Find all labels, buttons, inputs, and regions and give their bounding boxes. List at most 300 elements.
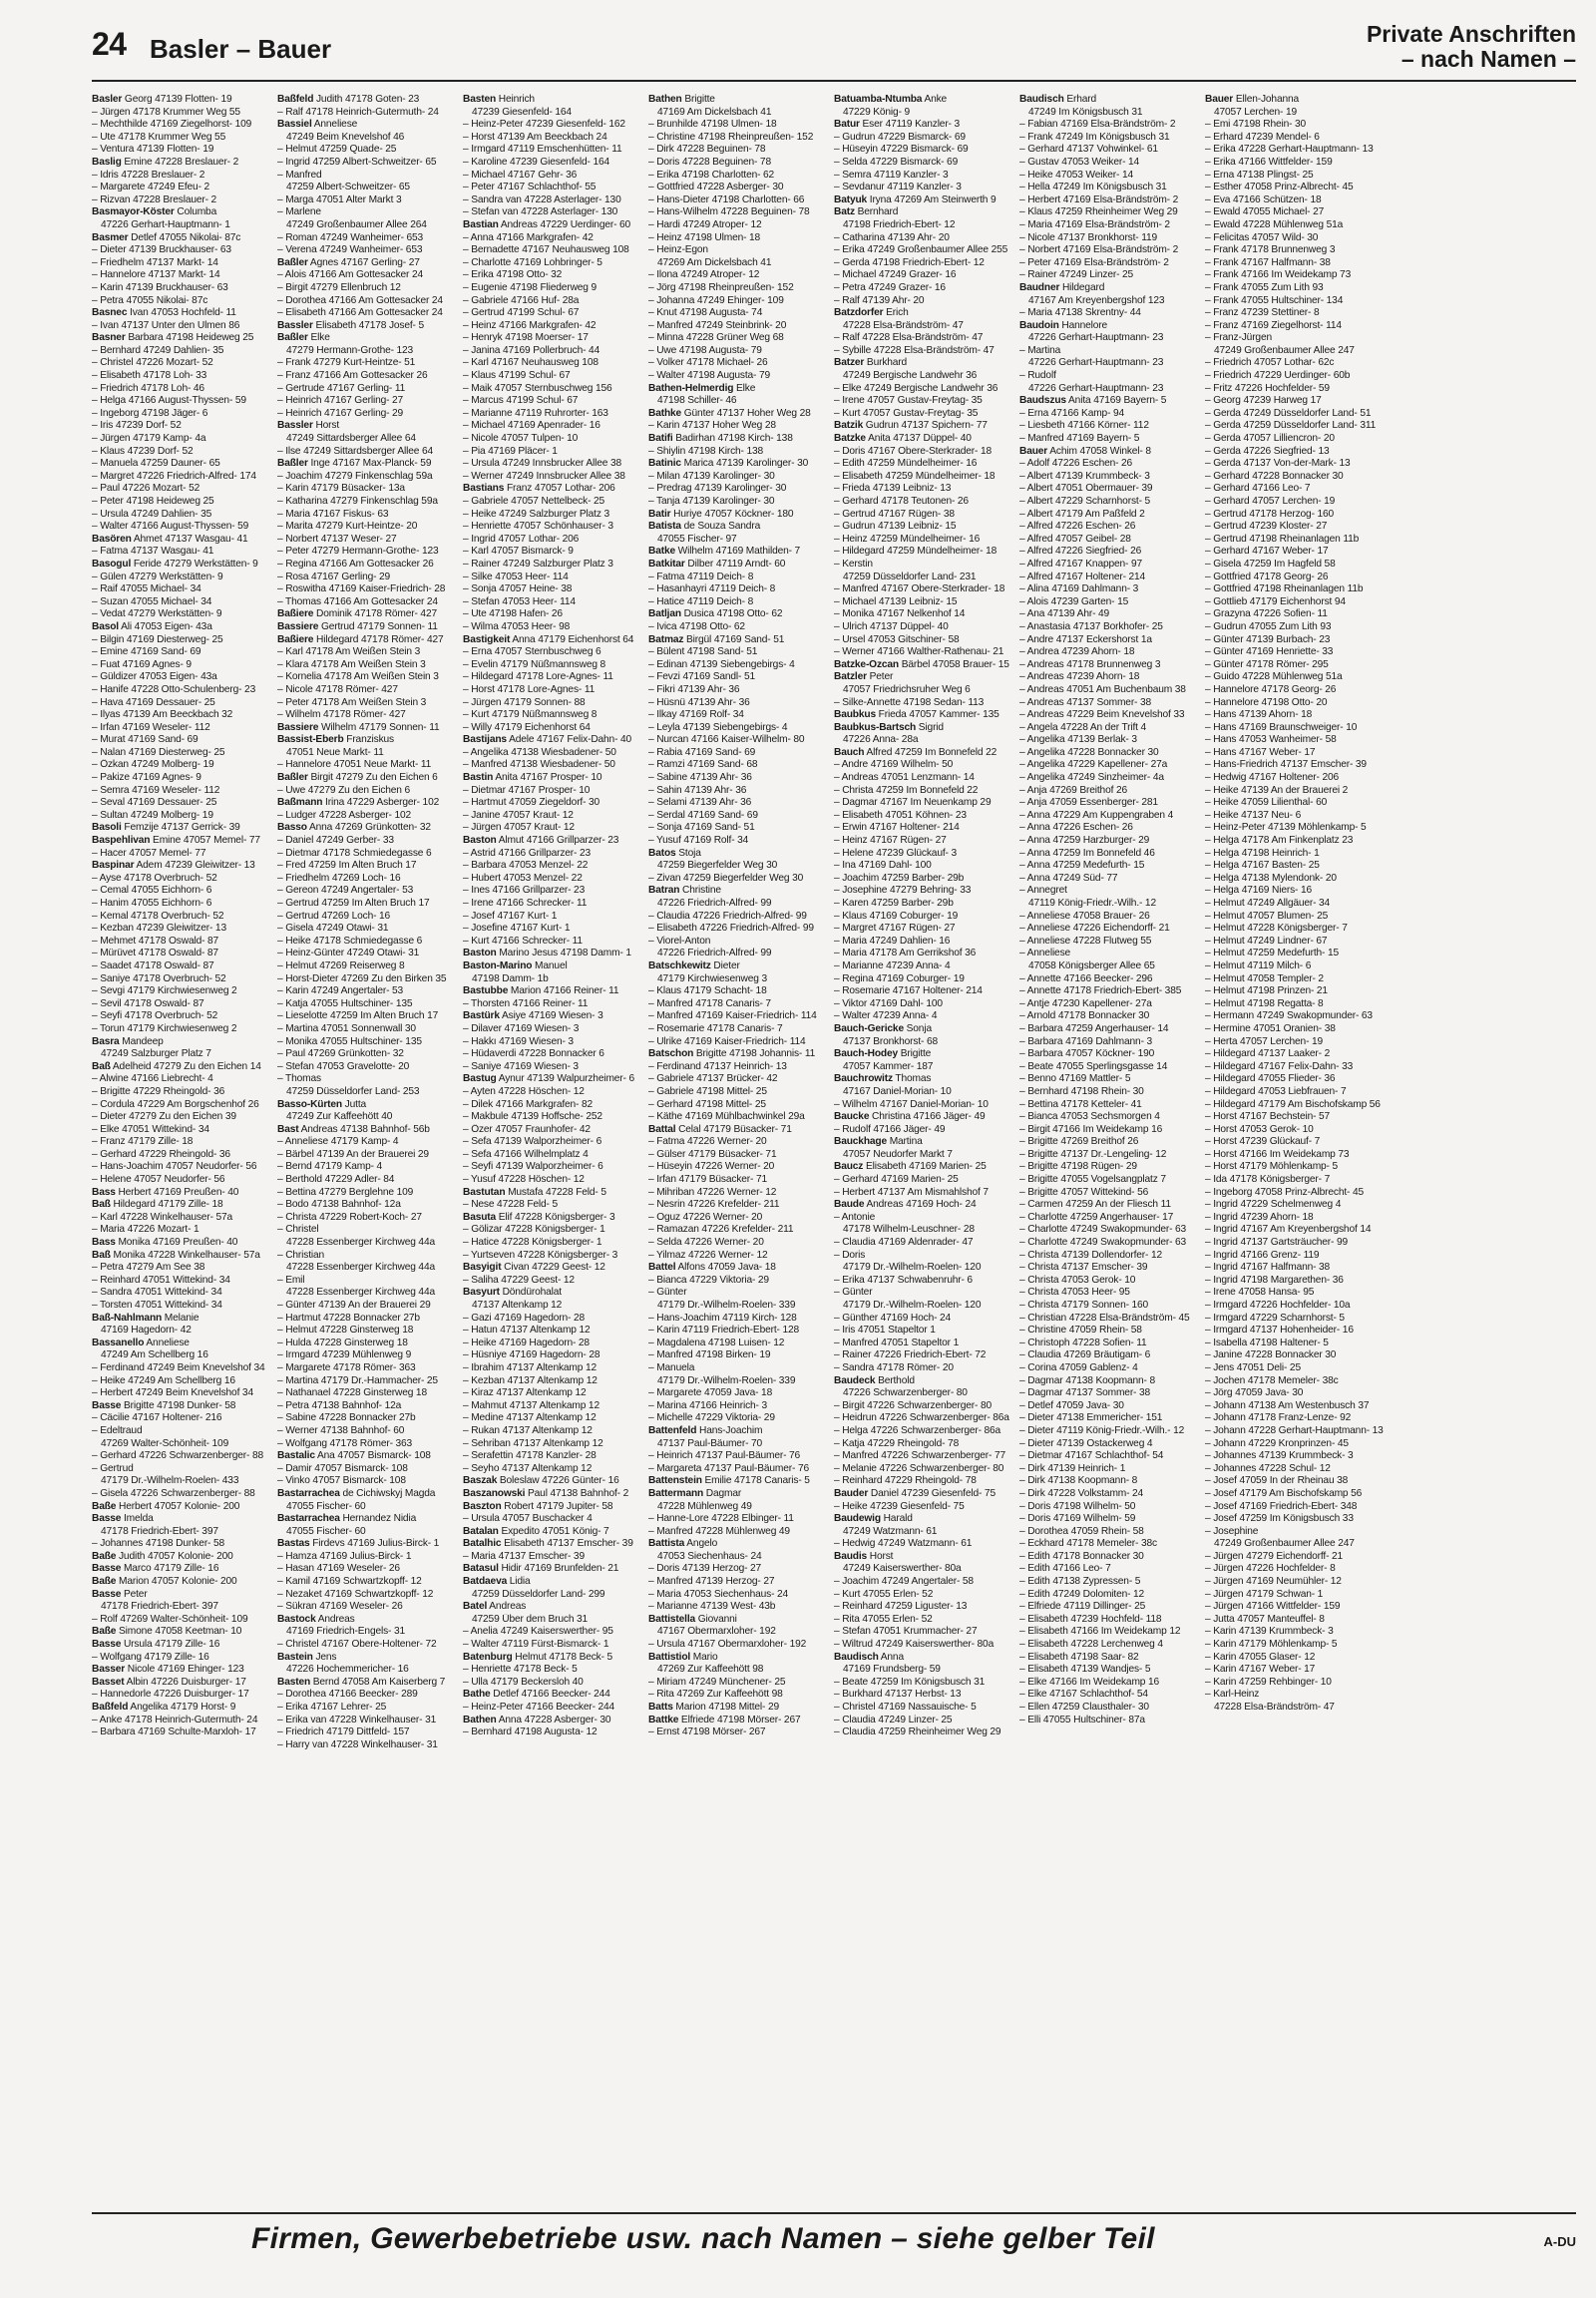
directory-entry: – Hildegard 47055 Flieder- 36: [1205, 1073, 1336, 1085]
directory-entry: 47057 Neudorfer Markt 7: [843, 1148, 953, 1160]
page-header: [92, 22, 1576, 82]
directory-entry: – Ida 47178 Königsberger- 7: [1205, 1174, 1331, 1186]
directory-entry: – Maria 47137 Emscher- 39: [463, 1550, 585, 1562]
directory-entry: – Ingrid 47239 Ahorn- 18: [1205, 1211, 1314, 1223]
directory-entry: – Edith 47178 Bonnacker 30: [1019, 1550, 1144, 1562]
directory-entry: – Claudia 47226 Friedrich-Alfred- 99: [648, 910, 807, 922]
directory-entry: – Albert 47229 Scharnhorst- 5: [1019, 496, 1151, 507]
directory-entry: – Hildegard 47178 Lore-Agnes- 11: [463, 671, 613, 683]
directory-entry: – Fatma 47119 Deich- 8: [648, 571, 754, 582]
directory-entry: – Sevgi 47179 Kirchwiesenweg 2: [92, 985, 237, 997]
directory-entry: Basmayor-Köster Columba: [92, 206, 217, 218]
directory-entry: – Ulla 47179 Beckersloh 40: [463, 1676, 584, 1688]
directory-entry: – Monika 47055 Hultschiner- 135: [277, 1035, 422, 1047]
directory-entry: – Rita 47055 Erlen- 52: [834, 1613, 933, 1625]
directory-entry: – Irmgard 47226 Hochfelder- 10a: [1205, 1300, 1351, 1311]
directory-entry: – Hannelore 47137 Markt- 14: [92, 269, 220, 281]
directory-entry: – Joachim 47249 Angertaler- 58: [834, 1576, 974, 1588]
directory-entry: – Ventura 47139 Flotten- 19: [92, 144, 214, 156]
directory-entry: – Isabella 47198 Haltener- 5: [1205, 1337, 1329, 1348]
directory-entry: – Nathanael 47228 Ginsterweg 18: [277, 1387, 427, 1399]
directory-entry: Bastarrachea de Cichiwskyj Magda: [277, 1487, 436, 1499]
directory-entry: – Elisabeth 47178 Loh- 33: [92, 370, 207, 382]
directory-entry: – Helmut 47228 Königsberger- 7: [1205, 923, 1348, 935]
directory-entry: 47226 Hochemmericher- 16: [286, 1664, 409, 1676]
directory-entry: 47178 Friedrich-Ebert- 397: [101, 1525, 218, 1537]
directory-entry: 47119 König-Friedr.-Wilh.- 12: [1028, 898, 1156, 909]
directory-entry: – Anna 47226 Eschen- 26: [1019, 822, 1133, 834]
directory-entry: – Hildegard 47137 Laaker- 2: [1205, 1048, 1331, 1060]
directory-entry: – Erika 47137 Schwabenruhr- 6: [834, 1274, 973, 1286]
directory-entry: – Hatun 47137 Altenkamp 12: [463, 1325, 591, 1337]
directory-entry: Batzke-Özcan Bärbel 47058 Brauer- 15: [834, 658, 1009, 670]
directory-entry: Baße Marion 47057 Kolonie- 200: [92, 1576, 237, 1588]
directory-entry: 47249 Zur Kaffeehött 40: [286, 1111, 393, 1123]
directory-entry: – Helga 47169 Niers- 16: [1205, 885, 1312, 897]
directory-entry: – Erika 47228 Gerhart-Hauptmann- 13: [1205, 144, 1374, 156]
directory-entry: – Ewald 47228 Mühlenweg 51a: [1205, 218, 1344, 230]
directory-entry: – Helga 47166 August-Thyssen- 59: [92, 395, 246, 407]
directory-entry: 47198 Schiller- 46: [657, 395, 737, 407]
directory-entry: – Dirk 47139 Heinrich- 1: [1019, 1462, 1126, 1474]
directory-entry: – Hartmut 47228 Bonnacker 27b: [277, 1312, 420, 1324]
directory-entry: 47167 Daniel-Morian- 10: [843, 1085, 952, 1097]
directory-entry: – Sandra 47051 Wittekind- 34: [92, 1287, 222, 1299]
directory-entry: 47249 Am Schellberg 16: [101, 1349, 208, 1361]
directory-entry: – Heinz 47167 Rügen- 27: [834, 835, 947, 847]
directory-entry: – Günter 47178 Römer- 295: [1205, 658, 1329, 670]
directory-entry: – Idris 47228 Breslauer- 2: [92, 169, 205, 181]
directory-entry: 47259 Düsseldorfer Land- 231: [843, 571, 977, 582]
directory-entry: – Sefa 47139 Walporzheimer- 6: [463, 1136, 602, 1148]
directory-entry: – Helmut 47259 Medefurth- 15: [1205, 948, 1339, 959]
directory-entry: – Bettina 47279 Berglehne 109: [277, 1186, 414, 1198]
directory-entry: – Irmgard 47137 Hohenheider- 16: [1205, 1325, 1354, 1337]
directory-entry: Battenstein Emilie 47178 Canaris- 5: [648, 1475, 810, 1487]
directory-entry: – Ewald 47055 Michael- 27: [1205, 206, 1325, 218]
directory-entry: – Gabriele 47057 Nettelbeck- 25: [463, 496, 605, 507]
directory-entry: – Gerda 47198 Friedrich-Ebert- 12: [834, 256, 985, 268]
directory-entry: – Harry van 47228 Winkelhauser- 31: [277, 1738, 438, 1750]
directory-entry: – Erna 47166 Kamp- 94: [1019, 407, 1125, 419]
directory-entry: – Gazi 47169 Hagedorn- 28: [463, 1312, 585, 1324]
directory-entry: – Helga 47178 Am Finkenplatz 23: [1205, 835, 1354, 847]
directory-entry: – Yurtseven 47228 Königsberger- 3: [463, 1249, 618, 1261]
directory-entry: Baßmann Irina 47229 Asberger- 102: [277, 797, 440, 809]
directory-entry: – Doris 47228 Beguinen- 78: [648, 156, 771, 168]
directory-entry: – Dieter 47138 Emmericher- 151: [1019, 1412, 1163, 1424]
directory-entry: – Friedhelm 47137 Markt- 14: [92, 256, 218, 268]
directory-entry: – Manfred 47249 Steinbrink- 20: [648, 319, 787, 331]
directory-entry: – Angelika 47139 Berlak- 3: [1019, 734, 1137, 746]
directory-entry: Battistella Giovanni: [648, 1613, 737, 1625]
directory-entry: Baßiere Dominik 47178 Römer- 427: [277, 608, 437, 620]
directory-entry: – Janine 47228 Bonnacker 30: [1205, 1349, 1337, 1361]
directory-entry: – Charlotte 47249 Swakopmunder- 63: [1019, 1237, 1187, 1249]
directory-entry: – Guido 47228 Mühlenweg 51a: [1205, 671, 1343, 683]
directory-entry: 47137 Altenkamp 12: [472, 1300, 563, 1311]
directory-entry: Batenburg Helmut 47178 Beck- 5: [463, 1651, 613, 1663]
directory-entry: – Brigitte 47229 Rheingold- 36: [92, 1085, 225, 1097]
directory-entry: Bathen Brigitte: [648, 94, 715, 105]
directory-entry: – Ibrahim 47137 Altenkamp 12: [463, 1361, 597, 1373]
directory-entry: – Helga 47226 Schwarzenberger- 86a: [834, 1424, 1001, 1436]
directory-entry: Baßler Inge 47167 Max-Planck- 59: [277, 458, 432, 470]
directory-entry: – Heike 47139 An der Brauerei 2: [1205, 784, 1349, 796]
directory-entry: – Marina 47166 Heinrich- 3: [648, 1399, 767, 1411]
directory-entry: – Verena 47249 Wanheimer- 653: [277, 244, 423, 256]
directory-entry: Baß Adelheid 47279 Zu den Eichen 14: [92, 1060, 261, 1072]
directory-entry: Baudoin Hannelore: [1019, 319, 1108, 331]
directory-entry: – Josephine: [1205, 1525, 1259, 1537]
directory-entry: – Fabian 47169 Elsa-Brändström- 2: [1019, 119, 1176, 131]
directory-entry: – Bernd 47179 Kamp- 4: [277, 1161, 383, 1173]
directory-entry: – Andreas 47051 Am Buchenbaum 38: [1019, 683, 1186, 695]
directory-entry: – Franz-Jürgen: [1205, 332, 1272, 344]
directory-entry: – Bärbel 47139 An der Brauerei 29: [277, 1148, 429, 1160]
directory-entry: – Christel 47167 Obere-Holtener- 72: [277, 1639, 437, 1651]
directory-entry: – Wiltrud 47249 Kaiserswerther- 80a: [834, 1639, 995, 1651]
directory-entry: – Kezban 47239 Gleiwitzer- 13: [92, 923, 226, 935]
directory-entry: – Ina 47169 Dahl- 100: [834, 860, 932, 872]
directory-entry: – Gerda 47249 Düsseldorfer Land- 51: [1205, 407, 1372, 419]
directory-entry: Baß-Nahlmann Melanie: [92, 1312, 200, 1324]
directory-entry: – Volker 47178 Michael- 26: [648, 357, 768, 369]
directory-entry: – Leyla 47139 Siebengebirgs- 4: [648, 721, 788, 733]
directory-column: [834, 94, 1013, 2188]
directory-entry: – Irmgard 47229 Scharnhorst- 5: [1205, 1312, 1345, 1324]
directory-entry: 47226 Gerhart-Hauptmann- 23: [1028, 332, 1164, 344]
directory-entry: 47055 Fischer- 60: [286, 1500, 366, 1512]
directory-entry: – Hans-Wilhelm 47228 Beguinen- 78: [648, 206, 810, 218]
directory-entry: – Yusuf 47228 Höschen- 12: [463, 1174, 585, 1186]
directory-entry: – Dieter 47139 Bruckhauser- 63: [92, 244, 231, 256]
directory-entry: – Karin 47179 Möhlenkamp- 5: [1205, 1639, 1338, 1651]
directory-entry: – Johann 47229 Kronprinzen- 45: [1205, 1437, 1349, 1449]
directory-entry: – Andreas 47137 Sommer- 38: [1019, 696, 1152, 708]
directory-entry: Baßfeld Judith 47178 Goten- 23: [277, 94, 420, 105]
directory-entry: – Manfred 47178 Canaris- 7: [648, 997, 771, 1009]
directory-entry: – Zivan 47259 Biegerfelder Weg 30: [648, 872, 804, 884]
directory-entry: – Elisabeth 47051 Köhnen- 23: [834, 809, 967, 821]
directory-entry: – Kiraz 47137 Altenkamp 12: [463, 1387, 587, 1399]
directory-entry: – Predrag 47139 Karolinger- 30: [648, 483, 787, 495]
directory-entry: – Elisabeth 47198 Saar- 82: [1019, 1651, 1139, 1663]
directory-entry: Basören Ahmet 47137 Wasgau- 41: [92, 533, 248, 545]
directory-entry: – Rainer 47249 Linzer- 25: [1019, 269, 1134, 281]
directory-entry: – Kerstin: [834, 558, 873, 570]
directory-entry: – Gerhard 47229 Rheingold- 36: [92, 1148, 230, 1160]
directory-entry: – Ellen 47259 Clausthaler- 30: [1019, 1702, 1149, 1713]
directory-entry: – Manfred 47198 Birken- 19: [648, 1349, 771, 1361]
directory-entry: – Angelika 47228 Bonnacker 30: [1019, 746, 1159, 758]
directory-entry: – Gerhard 47137 Vohwinkel- 61: [1019, 144, 1158, 156]
directory-entry: – Willy 47179 Eichenhorst 64: [463, 721, 591, 733]
directory-entry: – Roswitha 47169 Kaiser-Friedrich- 28: [277, 583, 446, 595]
directory-entry: 47259 Über dem Bruch 31: [472, 1613, 589, 1625]
directory-entry: – Karin 47139 Bruckhauser- 63: [92, 281, 228, 293]
directory-entry: Baszton Robert 47179 Jupiter- 58: [463, 1500, 613, 1512]
directory-entry: – Manuela 47259 Dauner- 65: [92, 458, 220, 470]
directory-entry: – Hannelore 47198 Otto- 20: [1205, 696, 1328, 708]
directory-entry: – Claudia 47269 Bräutigam- 6: [1019, 1349, 1151, 1361]
directory-entry: Baude Andreas 47169 Hoch- 24: [834, 1199, 977, 1211]
directory-entry: – Johann 47138 Am Westenbusch 37: [1205, 1399, 1370, 1411]
directory-entry: – Sefa 47166 Wilhelmplatz 4: [463, 1148, 589, 1160]
page-number: 24: [92, 26, 127, 62]
directory-entry: – Hans 47139 Ahorn- 18: [1205, 709, 1313, 721]
directory-entry: – Ilkay 47169 Rolf- 34: [648, 709, 744, 721]
directory-entry: – Margret 47226 Friedrich-Alfred- 174: [92, 470, 256, 482]
directory-entry: – Jürgen 47169 Neumühler- 12: [1205, 1576, 1342, 1588]
directory-entry: – Gertrud 47178 Herzog- 160: [1205, 508, 1335, 520]
directory-entry: – Mechthilde 47169 Ziegelhorst- 109: [92, 119, 252, 131]
directory-entry: – Josef 47179 Am Bischofskamp 56: [1205, 1487, 1363, 1499]
directory-entry: – Doris 47169 Wilhelm- 59: [1019, 1513, 1136, 1525]
directory-entry: – Johannes 47198 Dunker- 58: [92, 1538, 225, 1550]
directory-entry: – Jürgen 47179 Sonnen- 88: [463, 696, 586, 708]
directory-entry: Basset Albin 47226 Duisburger- 17: [92, 1676, 246, 1688]
directory-entry: Basyigit Civan 47229 Geest- 12: [463, 1262, 605, 1274]
directory-entry: – Elisabeth 47228 Lerchenweg 4: [1019, 1639, 1163, 1651]
directory-entry: – Günter: [834, 1287, 873, 1299]
directory-entry: – Thomas: [277, 1073, 321, 1085]
directory-entry: – Helga 47138 Mylendonk- 20: [1205, 872, 1337, 884]
directory-entry: – Horst 47139 Am Beeckbach 24: [463, 131, 607, 143]
directory-entry: – Heinz-Peter 47166 Beecker- 244: [463, 1702, 615, 1713]
directory-entry: – Maria 47167 Fiskus- 63: [277, 508, 389, 520]
directory-entry: – Heike 47059 Lilienthal- 60: [1205, 797, 1328, 809]
directory-entry: – Makbule 47139 Hoffsche- 252: [463, 1111, 602, 1123]
directory-entry: – Marianne 47119 Ruhrorter- 163: [463, 407, 608, 419]
directory-entry: Battista Angelo: [648, 1538, 718, 1550]
directory-entry: – Ulrike 47169 Kaiser-Friedrich- 114: [648, 1035, 806, 1047]
directory-entry: – Gottfried 47178 Georg- 26: [1205, 571, 1329, 582]
directory-entry: – Brigitte 47137 Dr.-Lengeling- 12: [1019, 1148, 1167, 1160]
directory-entry: – Margareta 47137 Paul-Bäumer- 76: [648, 1462, 809, 1474]
directory-entry: – Erwin 47167 Holtener- 214: [834, 822, 960, 834]
directory-entry: – Ferdinand 47249 Beim Knevelshof 34: [92, 1361, 265, 1373]
directory-entry: – Christa 47053 Gerok- 10: [1019, 1274, 1136, 1286]
directory-entry: Bathen-Helmerdig Elke: [648, 382, 756, 394]
directory-entry: 47179 Dr.-Wilhelm-Roelen- 339: [657, 1374, 796, 1386]
directory-entry: – Dirk 47228 Beguinen- 78: [648, 144, 766, 156]
directory-entry: – Doris 47139 Herzog- 27: [648, 1563, 762, 1575]
directory-entry: Batista de Souza Sandra: [648, 521, 761, 533]
directory-entry: – Rita 47269 Zur Kaffeehött 98: [648, 1689, 783, 1701]
directory-entry: – Günther 47169 Hoch- 24: [834, 1312, 952, 1324]
directory-entry: 47259 Albert-Schweitzer- 65: [286, 182, 410, 193]
directory-entry: – Eugenie 47198 Fliederweg 9: [463, 281, 597, 293]
directory-entry: 47249 Bergische Landwehr 36: [843, 370, 978, 382]
directory-entry: – Ralf 47139 Ahr- 20: [834, 294, 925, 306]
directory-entry: – Erna 47138 Plingst- 25: [1205, 169, 1314, 181]
directory-entry: – Stefan 47051 Krummacher- 27: [834, 1626, 978, 1638]
directory-entry: – Hannelore 47178 Georg- 26: [1205, 683, 1337, 695]
directory-entry: – Friedrich 47179 Dittfeld- 157: [277, 1726, 410, 1738]
directory-entry: – Edith 47259 Mündelheimer- 16: [834, 458, 978, 470]
directory-entry: – Heinz-Günter 47249 Otawi- 31: [277, 948, 420, 959]
directory-entry: – Hannedorle 47226 Duisburger- 17: [92, 1689, 249, 1701]
directory-entry: Baßler Birgit 47279 Zu den Eichen 6: [277, 772, 438, 784]
directory-entry: – Hermine 47051 Oranien- 38: [1205, 1022, 1336, 1034]
directory-entry: Basler Georg 47139 Flotten- 19: [92, 94, 232, 105]
directory-entry: – Dietmar 47167 Schlachthof- 54: [1019, 1450, 1164, 1462]
directory-entry: – Edith 47166 Leo- 7: [1019, 1563, 1111, 1575]
directory-entry: – Catharina 47139 Ahr- 20: [834, 231, 950, 243]
directory-entry: Basyurt Döndürohalat: [463, 1287, 562, 1299]
directory-entry: – Gerhard 47057 Lerchen- 19: [1205, 496, 1336, 507]
directory-entry: – Antje 47230 Kapellener- 27a: [1019, 997, 1152, 1009]
directory-entry: – Andrea 47239 Ahorn- 18: [1019, 646, 1135, 658]
directory-entry: – Corina 47059 Gablenz- 4: [1019, 1361, 1138, 1373]
directory-entry: – Cäcilie 47167 Holtener- 216: [92, 1412, 222, 1424]
directory-entry: – Evelin 47179 Nüßmannsweg 8: [463, 658, 606, 670]
footer-code: A-DU: [1543, 2234, 1576, 2249]
directory-entry: – Anelia 47249 Kaiserswerther- 95: [463, 1626, 613, 1638]
directory-entry: – Hakkı 47169 Wiesen- 3: [463, 1035, 574, 1047]
directory-entry: – Anna 47259 Im Bonnefeld 46: [1019, 847, 1155, 859]
directory-entry: – Ingrid 47198 Margarethen- 36: [1205, 1274, 1344, 1286]
directory-entry: – Hans-Dieter 47198 Charlotten- 66: [648, 193, 805, 205]
directory-entry: – Ingrid 47259 Albert-Schweitzer- 65: [277, 156, 437, 168]
directory-entry: – Horst 47178 Lore-Agnes- 11: [463, 683, 596, 695]
directory-entry: – Gerhard 47166 Leo- 7: [1205, 483, 1311, 495]
directory-entry: – Kurt 47166 Schrecker- 11: [463, 935, 583, 947]
directory-entry: – Barbara 47169 Dahlmann- 3: [1019, 1035, 1153, 1047]
directory-entry: Batzer Burkhard: [834, 357, 908, 369]
directory-entry: Baße Judith 47057 Kolonie- 200: [92, 1550, 233, 1562]
directory-entry: – Albert 47179 Am Paßfeld 2: [1019, 508, 1145, 520]
directory-entry: 47137 Bronkhorst- 68: [843, 1035, 938, 1047]
directory-entry: – Herta 47057 Lerchen- 19: [1205, 1035, 1324, 1047]
directory-entry: 47051 Neue Markt- 11: [286, 746, 384, 758]
directory-entry: – Joachim 47279 Finkenschlag 59a: [277, 470, 433, 482]
directory-entry: – Brigitte 47055 Vogelsangplatz 7: [1019, 1174, 1166, 1186]
directory-entry: Bassler Elisabeth 47178 Josef- 5: [277, 319, 424, 331]
directory-entry: – Ilse 47249 Sittardsberger Allee 64: [277, 445, 434, 457]
directory-entry: 47249 Beim Knevelshof 46: [286, 131, 405, 143]
directory-entry: – Gertrud 47199 Schul- 67: [463, 307, 580, 319]
directory-entry: – Heike 47249 Am Schellberg 16: [92, 1374, 235, 1386]
directory-entry: – Ursula 47249 Innsbrucker Allee 38: [463, 458, 621, 470]
directory-entry: – Semra 47169 Weseler- 112: [92, 784, 220, 796]
directory-entry: Bastock Andreas: [277, 1613, 355, 1625]
directory-entry: – Horst 47179 Möhlenkamp- 5: [1205, 1161, 1338, 1173]
directory-entry: – Helmut 47249 Lindner- 67: [1205, 935, 1328, 947]
directory-entry: – Alfred 47167 Knappen- 97: [1019, 558, 1142, 570]
directory-entry: – Carmen 47259 An der Fliesch 11: [1019, 1199, 1171, 1211]
directory-entry: – Hildegard 47179 Am Bischofskamp 56: [1205, 1098, 1381, 1110]
directory-entry: – Ernst 47198 Mörser- 267: [648, 1726, 766, 1738]
directory-entry: – Friedrich 47057 Lothar- 62c: [1205, 357, 1335, 369]
directory-entry: – Bilgin 47169 Diesterweg- 25: [92, 633, 223, 645]
directory-entry: – Anneliese 47226 Eichendorff- 21: [1019, 923, 1170, 935]
directory-entry: – Yilmaz 47226 Werner- 12: [648, 1249, 768, 1261]
directory-entry: – Karin 47167 Weber- 17: [1205, 1664, 1316, 1676]
directory-entry: – Saniye 47169 Wiesen- 3: [463, 1060, 579, 1072]
directory-entry: – Henryk 47198 Moerser- 17: [463, 332, 589, 344]
directory-entry: Batur Eser 47119 Kanzler- 3: [834, 119, 961, 131]
directory-entry: – Fred 47259 Im Alten Bruch 17: [277, 860, 417, 872]
directory-entry: – Nesrin 47226 Krefelder- 211: [648, 1199, 780, 1211]
directory-entry: – Dieter 47119 König-Friedr.-Wilh.- 12: [1019, 1424, 1185, 1436]
directory-entry: – Walter 47119 Fürst-Bismarck- 1: [463, 1639, 609, 1651]
directory-entry: – Ute 47198 Hafen- 26: [463, 608, 563, 620]
directory-entry: – Mihriban 47226 Werner- 12: [648, 1186, 777, 1198]
directory-entry: 47226 Friedrich-Alfred- 99: [657, 948, 772, 959]
directory-entry: – Rainer 47249 Salzburger Platz 3: [463, 558, 613, 570]
directory-entry: – Sonja 47057 Heine- 38: [463, 583, 573, 595]
directory-entry: – Frank 47249 Im Königsbusch 31: [1019, 131, 1170, 143]
directory-entry: Bauchrowitz Thomas: [834, 1073, 932, 1085]
directory-entry: – Emi 47198 Rhein- 30: [1205, 119, 1307, 131]
directory-entry: – Manfred 47138 Wiesbadener- 50: [463, 759, 615, 771]
directory-entry: 47179 Kirchwiesenweg 3: [657, 972, 767, 984]
directory-entry: – Horst 47167 Bechstein- 57: [1205, 1111, 1331, 1123]
directory-entry: – Birgit 47226 Schwarzenberger- 80: [834, 1399, 992, 1411]
directory-entry: Bassiel Anneliese: [277, 119, 358, 131]
directory-entry: 47249 Sittardsberger Allee 64: [286, 433, 416, 445]
directory-entry: – Bettina 47178 Ketteler- 41: [1019, 1098, 1142, 1110]
directory-entry: – Detlef 47059 Java- 30: [1019, 1399, 1124, 1411]
directory-entry: Bauer Ellen-Johanna: [1205, 94, 1300, 105]
directory-entry: – Bernadette 47167 Neuhausweg 108: [463, 244, 629, 256]
directory-entry: – Jürgen 47179 Kamp- 4a: [92, 433, 206, 445]
directory-entry: – Angelika 47229 Kapellener- 27a: [1019, 759, 1168, 771]
directory-entry: 47259 Düsseldorfer Land- 253: [286, 1085, 420, 1097]
directory-entry: – Mahmut 47137 Altenkamp 12: [463, 1399, 599, 1411]
directory-entry: – Maria 47138 Skrentny- 44: [1019, 307, 1141, 319]
directory-entry: – Ursel 47053 Gitschiner- 58: [834, 633, 960, 645]
directory-entry: – Bodo 47138 Bahnhof- 12a: [277, 1199, 401, 1211]
directory-entry: Basse Ursula 47179 Zille- 16: [92, 1639, 220, 1651]
directory-entry: – Birgit 47279 Ellenbruch 12: [277, 281, 401, 293]
directory-entry: – Hulda 47228 Ginsterweg 18: [277, 1337, 408, 1348]
directory-entry: – Elisabeth 47239 Hochfeld- 118: [1019, 1613, 1162, 1625]
directory-entry: Bastas Firdevs 47169 Julius-Birck- 1: [277, 1538, 440, 1550]
directory-entry: – Hanim 47055 Eichhorn- 6: [92, 898, 212, 909]
directory-entry: – Christian 47228 Elsa-Brändström- 45: [1019, 1312, 1190, 1324]
directory-entry: – Serafettin 47178 Kanzler- 28: [463, 1450, 597, 1462]
directory-entry: – Vedat 47279 Werkstätten- 9: [92, 608, 222, 620]
directory-entry: – Dirk 47228 Volkstamm- 24: [1019, 1487, 1144, 1499]
directory-entry: – Eva 47166 Schützen- 18: [1205, 193, 1322, 205]
section-title: [1367, 22, 1576, 72]
directory-entry: – Uwe 47198 Augusta- 79: [648, 344, 762, 356]
directory-entry: 47169 Am Dickelsbach 41: [657, 106, 772, 118]
directory-entry: – Raif 47055 Michael- 34: [92, 583, 201, 595]
directory-entry: – Damir 47057 Bismarck- 108: [277, 1462, 408, 1474]
directory-entry: – Semra 47119 Kanzler- 3: [834, 169, 949, 181]
directory-entry: – Manfred 47226 Schwarzenberger- 77: [834, 1450, 1006, 1462]
directory-entry: – Hans 47053 Wanheimer- 58: [1205, 734, 1337, 746]
directory-entry: – Brigitte 47269 Breithof 26: [1019, 1136, 1139, 1148]
directory-entry: Bastarrachea Hernandez Nidia: [277, 1513, 417, 1525]
directory-entry: – Josefine 47167 Kurt- 1: [463, 923, 571, 935]
directory-entry: – Sabine 47139 Ahr- 36: [648, 772, 752, 784]
directory-entry: – Arnold 47178 Bonnacker 30: [1019, 1010, 1150, 1022]
directory-entry: Bastein Jens: [277, 1651, 337, 1663]
directory-entry: – Kurt 47055 Erlen- 52: [834, 1588, 934, 1600]
directory-entry: – Doris: [834, 1249, 866, 1261]
directory-entry: – Fikri 47139 Ahr- 36: [648, 683, 740, 695]
directory-entry: Baucke Christina 47166 Jäger- 49: [834, 1111, 986, 1123]
directory-entry: – Johannes 47228 Schul- 12: [1205, 1462, 1331, 1474]
directory-entry: – Walter 47166 August-Thyssen- 59: [92, 521, 249, 533]
directory-entry: – Beate 47055 Sperlingsgasse 14: [1019, 1060, 1168, 1072]
directory-entry: 47055 Fischer- 60: [286, 1525, 366, 1537]
